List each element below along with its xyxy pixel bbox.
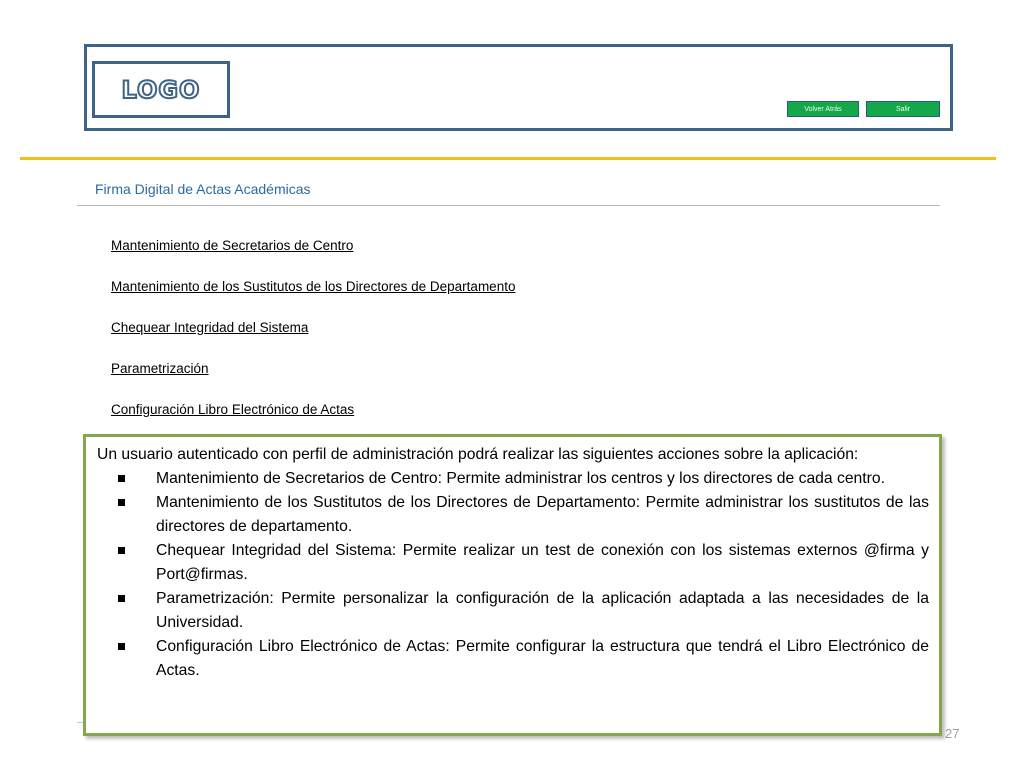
list-item-text: Chequear Integridad del Sistema: Permite realizar un test de conexión con los sistemas externos @firma y Port@firmas. [156, 542, 929, 583]
list-item [97, 587, 929, 635]
title-divider [77, 205, 940, 206]
square-bullet-icon [118, 547, 125, 554]
info-callout [83, 434, 942, 736]
header-divider [20, 157, 996, 160]
page-title: Firma Digital de Actas Académicas [95, 181, 311, 197]
menu-link-sustitutos[interactable]: Mantenimiento de los Sustitutos de los Directores de Departamento [111, 279, 516, 294]
logo [92, 61, 230, 118]
list-item-text: Configuración Libro Electrónico de Actas: Permite configurar la estructura que tendrá el Libro Electrónico de Actas. [156, 638, 929, 679]
exit-button[interactable]: Salir [866, 101, 940, 117]
info-intro: Un usuario autenticado con perfil de administración podrá realizar las siguientes acciones sobre la aplicación: [97, 446, 859, 463]
logo-text: LOGO [121, 75, 201, 104]
square-bullet-icon [118, 499, 125, 506]
list-item-text: Mantenimiento de Secretarios de Centro: Permite administrar los centros y los directores de cada centro. [156, 470, 885, 487]
page-number: 27 [945, 726, 960, 741]
info-list [97, 467, 929, 683]
list-item-text: Mantenimiento de los Sustitutos de los Directores de Departamento: Permite administrar los sustitutos de las directores de departamento. [156, 494, 929, 535]
list-item [97, 491, 929, 539]
list-item [97, 539, 929, 587]
square-bullet-icon [118, 643, 125, 650]
list-item-text: Parametrización: Permite personalizar la configuración de la aplicación adaptada a las necesidades de la Universidad. [156, 590, 929, 631]
menu-link-parametrizacion[interactable]: Parametrización [111, 361, 209, 376]
menu-link-integridad[interactable]: Chequear Integridad del Sistema [111, 320, 309, 335]
back-button[interactable]: Volver Atrás [787, 101, 859, 117]
list-item [97, 467, 929, 491]
square-bullet-icon [118, 475, 125, 482]
square-bullet-icon [118, 595, 125, 602]
list-item [97, 635, 929, 683]
menu-link-libro-actas[interactable]: Configuración Libro Electrónico de Actas [111, 402, 355, 417]
menu-link-secretarios[interactable]: Mantenimiento de Secretarios de Centro [111, 238, 354, 253]
